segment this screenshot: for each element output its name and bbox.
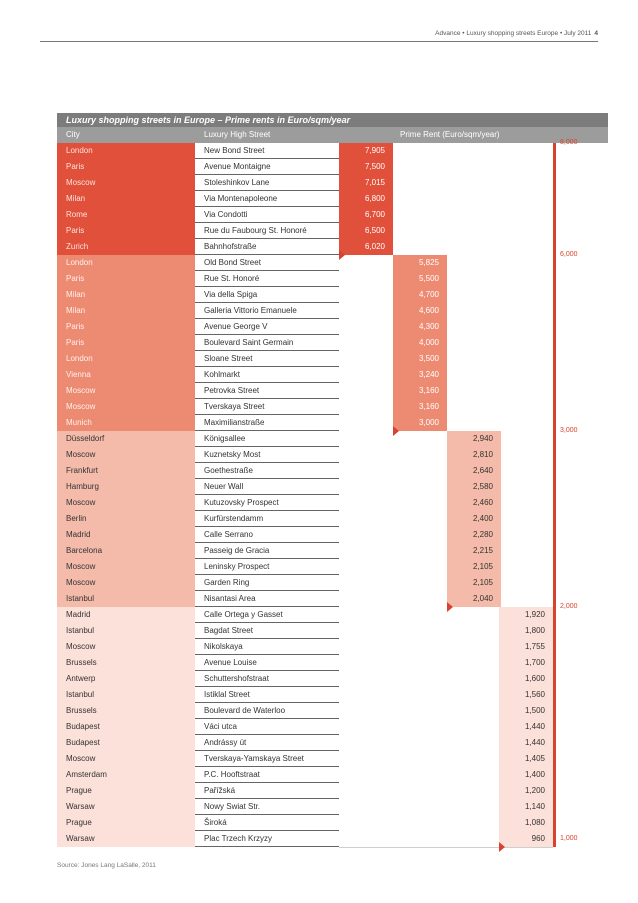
- city-cell: Moscow: [57, 175, 195, 191]
- street-cell: New Bond Street: [195, 143, 339, 159]
- street-cell: P.C. Hooftstraat: [195, 767, 339, 783]
- column-header-street: Luxury High Street: [204, 130, 271, 139]
- street-cell: Neuer Wall: [195, 479, 339, 495]
- rent-value: 5,825: [393, 255, 447, 271]
- scale-rule: [553, 447, 556, 463]
- scale-rule: [553, 559, 556, 575]
- rent-value: 2,940: [447, 431, 501, 447]
- street-cell: Calle Serrano: [195, 527, 339, 543]
- rent-value: 1,405: [499, 751, 553, 767]
- rent-value: 1,200: [499, 783, 553, 799]
- rent-value: 6,500: [339, 223, 393, 239]
- rent-value: 2,460: [447, 495, 501, 511]
- rent-band: [339, 591, 553, 608]
- scale-rule: [553, 495, 556, 511]
- street-cell: Königsallee: [195, 431, 339, 447]
- city-cell: Hamburg: [57, 479, 195, 495]
- rent-value: 3,000: [393, 415, 447, 431]
- scale-rule: [553, 815, 556, 831]
- rent-value: 4,000: [393, 335, 447, 351]
- street-cell: Kurfürstendamm: [195, 511, 339, 527]
- scale-rule: [553, 351, 556, 367]
- rent-value: 4,300: [393, 319, 447, 335]
- scale-rule: [553, 511, 556, 527]
- rent-value: 3,160: [393, 383, 447, 399]
- header-rule: [40, 41, 598, 42]
- rent-value: 6,700: [339, 207, 393, 223]
- scale-rule: [553, 655, 556, 671]
- table-row: [57, 463, 608, 479]
- city-cell: Munich: [57, 415, 195, 431]
- rent-value: 1,755: [499, 639, 553, 655]
- tier-boundary-arrow: [499, 842, 505, 852]
- city-cell: Amsterdam: [57, 767, 195, 783]
- rent-band: [339, 479, 553, 496]
- running-header: [435, 30, 598, 37]
- scale-rule: [553, 431, 556, 447]
- street-cell: Istiklal Street: [195, 687, 339, 703]
- city-cell: Madrid: [57, 607, 195, 623]
- page-number: 4: [594, 30, 598, 37]
- rent-value: 3,160: [393, 399, 447, 415]
- table-row: [57, 623, 608, 639]
- street-cell: Bagdat Street: [195, 623, 339, 639]
- rent-band: [339, 543, 553, 560]
- rent-value: 960: [499, 831, 553, 847]
- source-note: Source: Jones Lang LaSalle, 2011: [57, 862, 156, 869]
- rent-value: 7,500: [339, 159, 393, 175]
- street-cell: Nisantasi Area: [195, 591, 339, 607]
- city-cell: Moscow: [57, 495, 195, 511]
- city-cell: Paris: [57, 159, 195, 175]
- scale-rule: [553, 735, 556, 751]
- street-cell: Rue du Faubourg St. Honoré: [195, 223, 339, 239]
- street-cell: Goethestraße: [195, 463, 339, 479]
- rent-value: 1,500: [499, 703, 553, 719]
- rent-band: [339, 559, 553, 576]
- city-cell: Berlin: [57, 511, 195, 527]
- scale-rule: [553, 575, 556, 591]
- city-cell: Düsseldorf: [57, 431, 195, 447]
- table-row: [57, 767, 608, 783]
- city-cell: Istanbul: [57, 687, 195, 703]
- street-cell: Petrovka Street: [195, 383, 339, 399]
- scale-label: 2,000: [560, 603, 578, 610]
- street-cell: Galleria Vittorio Emanuele: [195, 303, 339, 319]
- city-cell: Vienna: [57, 367, 195, 383]
- city-cell: Paris: [57, 319, 195, 335]
- street-cell: Kohlmarkt: [195, 367, 339, 383]
- scale-rule: [553, 623, 556, 639]
- city-cell: Budapest: [57, 719, 195, 735]
- table-row: [57, 143, 608, 159]
- city-cell: London: [57, 255, 195, 271]
- city-cell: Moscow: [57, 383, 195, 399]
- table-row: [57, 639, 608, 655]
- street-cell: Avenue Louise: [195, 655, 339, 671]
- city-cell: Rome: [57, 207, 195, 223]
- rent-value: 2,105: [447, 559, 501, 575]
- rent-value: 1,700: [499, 655, 553, 671]
- scale-rule: [553, 831, 556, 847]
- street-cell: Tverskaya-Yamskaya Street: [195, 751, 339, 767]
- rent-value: 2,810: [447, 447, 501, 463]
- scale-label: 3,000: [560, 427, 578, 434]
- street-cell: Avenue Montaigne: [195, 159, 339, 175]
- scale-rule: [553, 719, 556, 735]
- table-row: [57, 319, 608, 335]
- scale-rule: [553, 783, 556, 799]
- street-cell: Passeig de Gracia: [195, 543, 339, 559]
- table-row: [57, 287, 608, 303]
- city-cell: Prague: [57, 815, 195, 831]
- rent-band: [339, 463, 553, 480]
- table-row: [57, 175, 608, 191]
- rent-value: 2,580: [447, 479, 501, 495]
- street-cell: Pařížská: [195, 783, 339, 799]
- rent-value: 1,440: [499, 719, 553, 735]
- street-cell: Boulevard de Waterloo: [195, 703, 339, 719]
- rent-value: 1,920: [499, 607, 553, 623]
- rent-value: 2,105: [447, 575, 501, 591]
- table-row: [57, 255, 608, 271]
- city-cell: Paris: [57, 335, 195, 351]
- tier-boundary-arrow: [393, 426, 399, 436]
- city-cell: Madrid: [57, 527, 195, 543]
- table-title: Luxury shopping streets in Europe – Prime rents in Euro/sqm/year: [57, 113, 608, 127]
- street-cell: Via della Spiga: [195, 287, 339, 303]
- rent-value: 4,600: [393, 303, 447, 319]
- rent-value: 1,560: [499, 687, 553, 703]
- city-cell: Frankfurt: [57, 463, 195, 479]
- scale-rule: [553, 271, 556, 287]
- rent-band: [339, 511, 553, 528]
- table-row: [57, 671, 608, 687]
- rent-value: 6,020: [339, 239, 393, 255]
- table-row: [57, 383, 608, 399]
- street-cell: Bahnhofstraße: [195, 239, 339, 255]
- street-cell: Nowy Swiat Str.: [195, 799, 339, 815]
- rent-table: [57, 113, 608, 847]
- rent-band: [339, 527, 553, 544]
- scale-rule: [553, 175, 556, 191]
- rent-band: [339, 447, 553, 464]
- scale-rule: [553, 751, 556, 767]
- rent-value: 3,240: [393, 367, 447, 383]
- city-cell: Moscow: [57, 399, 195, 415]
- table-row: [57, 335, 608, 351]
- rent-value: 6,800: [339, 191, 393, 207]
- scale-rule: [553, 543, 556, 559]
- scale-rule: [553, 319, 556, 335]
- table-row: [57, 159, 608, 175]
- rent-band: [339, 431, 553, 448]
- street-cell: Leninsky Prospect: [195, 559, 339, 575]
- street-cell: Calle Ortega y Gasset: [195, 607, 339, 623]
- street-cell: Via Montenapoleone: [195, 191, 339, 207]
- table-row: [57, 191, 608, 207]
- running-title: Advance • Luxury shopping streets Europe • July 2011: [435, 30, 592, 37]
- scale-rule: [553, 687, 556, 703]
- city-cell: Moscow: [57, 639, 195, 655]
- tier-boundary-arrow: [447, 602, 453, 612]
- city-cell: Moscow: [57, 559, 195, 575]
- rent-value: 1,140: [499, 799, 553, 815]
- scale-rule: [553, 479, 556, 495]
- city-cell: Moscow: [57, 575, 195, 591]
- table-row: [57, 271, 608, 287]
- rent-value: 1,440: [499, 735, 553, 751]
- scale-rule: [553, 415, 556, 431]
- scale-rule: [553, 191, 556, 207]
- street-cell: Boulevard Saint Germain: [195, 335, 339, 351]
- rent-value: 2,280: [447, 527, 501, 543]
- city-cell: Antwerp: [57, 671, 195, 687]
- street-cell: Schuttershofstraat: [195, 671, 339, 687]
- street-cell: Old Bond Street: [195, 255, 339, 271]
- table-row: [57, 511, 608, 527]
- table-row: [57, 447, 608, 463]
- scale-rule: [553, 367, 556, 383]
- street-cell: Plac Trzech Krzyzy: [195, 831, 339, 847]
- table-row: [57, 303, 608, 319]
- city-cell: London: [57, 351, 195, 367]
- scale-rule: [553, 463, 556, 479]
- table-row: [57, 783, 608, 799]
- city-cell: Budapest: [57, 735, 195, 751]
- city-cell: Prague: [57, 783, 195, 799]
- city-cell: Moscow: [57, 751, 195, 767]
- city-cell: London: [57, 143, 195, 159]
- table-row: [57, 527, 608, 543]
- scale-rule: [553, 527, 556, 543]
- rent-value: 1,080: [499, 815, 553, 831]
- city-cell: Warsaw: [57, 799, 195, 815]
- city-cell: Istanbul: [57, 623, 195, 639]
- scale-rule: [553, 335, 556, 351]
- rent-value: 2,040: [447, 591, 501, 607]
- city-cell: Paris: [57, 271, 195, 287]
- rent-value: 7,015: [339, 175, 393, 191]
- scale-rule: [553, 671, 556, 687]
- street-cell: Andrássy út: [195, 735, 339, 751]
- scale-label: 1,000: [560, 835, 578, 842]
- column-header-rent: Prime Rent (Euro/sqm/year): [400, 130, 500, 139]
- street-cell: Široká: [195, 815, 339, 831]
- rent-value: 1,800: [499, 623, 553, 639]
- column-header-city: City: [66, 130, 80, 139]
- scale-rule: [553, 159, 556, 175]
- scale-rule: [553, 639, 556, 655]
- street-cell: Via Condotti: [195, 207, 339, 223]
- city-cell: Istanbul: [57, 591, 195, 607]
- table-row: [57, 751, 608, 767]
- scale-rule: [553, 399, 556, 415]
- rent-band: [339, 575, 553, 592]
- city-cell: Moscow: [57, 447, 195, 463]
- scale-label: 8,000: [560, 139, 578, 146]
- table-row: [57, 607, 608, 623]
- table-row: [57, 239, 608, 255]
- scale-rule: [553, 703, 556, 719]
- city-cell: Milan: [57, 287, 195, 303]
- street-cell: Avenue George V: [195, 319, 339, 335]
- city-cell: Warsaw: [57, 831, 195, 847]
- table-row: [57, 223, 608, 239]
- street-cell: Maximilianstraße: [195, 415, 339, 431]
- table-row: [57, 495, 608, 511]
- table-row: [57, 735, 608, 751]
- table-row: [57, 559, 608, 575]
- street-cell: Stoleshinkov Lane: [195, 175, 339, 191]
- table-row: [57, 655, 608, 671]
- scale-rule: [553, 255, 556, 271]
- street-cell: Sloane Street: [195, 351, 339, 367]
- rent-value: 4,700: [393, 287, 447, 303]
- scale-rule: [553, 607, 556, 623]
- table-row: [57, 703, 608, 719]
- scale-rule: [553, 239, 556, 255]
- street-cell: Váci utca: [195, 719, 339, 735]
- scale-rule: [553, 207, 556, 223]
- table-row: [57, 207, 608, 223]
- table-row: [57, 831, 608, 847]
- table-row: [57, 479, 608, 495]
- city-cell: Paris: [57, 223, 195, 239]
- rent-value: 1,400: [499, 767, 553, 783]
- rent-value: 7,905: [339, 143, 393, 159]
- street-cell: Tverskaya Street: [195, 399, 339, 415]
- street-cell: Rue St. Honoré: [195, 271, 339, 287]
- city-cell: Zurich: [57, 239, 195, 255]
- table-row: [57, 719, 608, 735]
- table-row: [57, 415, 608, 431]
- table-row: [57, 351, 608, 367]
- city-cell: Milan: [57, 303, 195, 319]
- table-row: [57, 687, 608, 703]
- city-cell: Brussels: [57, 655, 195, 671]
- street-cell: Kutuzovsky Prospect: [195, 495, 339, 511]
- scale-label: 6,000: [560, 251, 578, 258]
- table-row: [57, 367, 608, 383]
- table-row: [57, 815, 608, 831]
- street-cell: Kuznetsky Most: [195, 447, 339, 463]
- rent-value: 2,400: [447, 511, 501, 527]
- rent-value: 3,500: [393, 351, 447, 367]
- rent-value: 2,640: [447, 463, 501, 479]
- column-header-row: [57, 127, 608, 143]
- table-row: [57, 431, 608, 447]
- city-cell: Barcelona: [57, 543, 195, 559]
- city-cell: Brussels: [57, 703, 195, 719]
- street-cell: Nikolskaya: [195, 639, 339, 655]
- scale-rule: [553, 303, 556, 319]
- table-row: [57, 575, 608, 591]
- table-row: [57, 799, 608, 815]
- scale-rule: [553, 799, 556, 815]
- table-row: [57, 591, 608, 607]
- tier-boundary-arrow: [339, 250, 345, 260]
- table-row: [57, 543, 608, 559]
- rent-value: 1,600: [499, 671, 553, 687]
- rent-value: 5,500: [393, 271, 447, 287]
- city-cell: Milan: [57, 191, 195, 207]
- table-body: [57, 139, 608, 847]
- scale-rule: [553, 287, 556, 303]
- scale-rule: [553, 143, 556, 159]
- scale-rule: [553, 223, 556, 239]
- scale-rule: [553, 591, 556, 607]
- scale-rule: [553, 383, 556, 399]
- rent-band: [339, 495, 553, 512]
- table-row: [57, 399, 608, 415]
- street-cell: Garden Ring: [195, 575, 339, 591]
- rent-value: 2,215: [447, 543, 501, 559]
- scale-rule: [553, 767, 556, 783]
